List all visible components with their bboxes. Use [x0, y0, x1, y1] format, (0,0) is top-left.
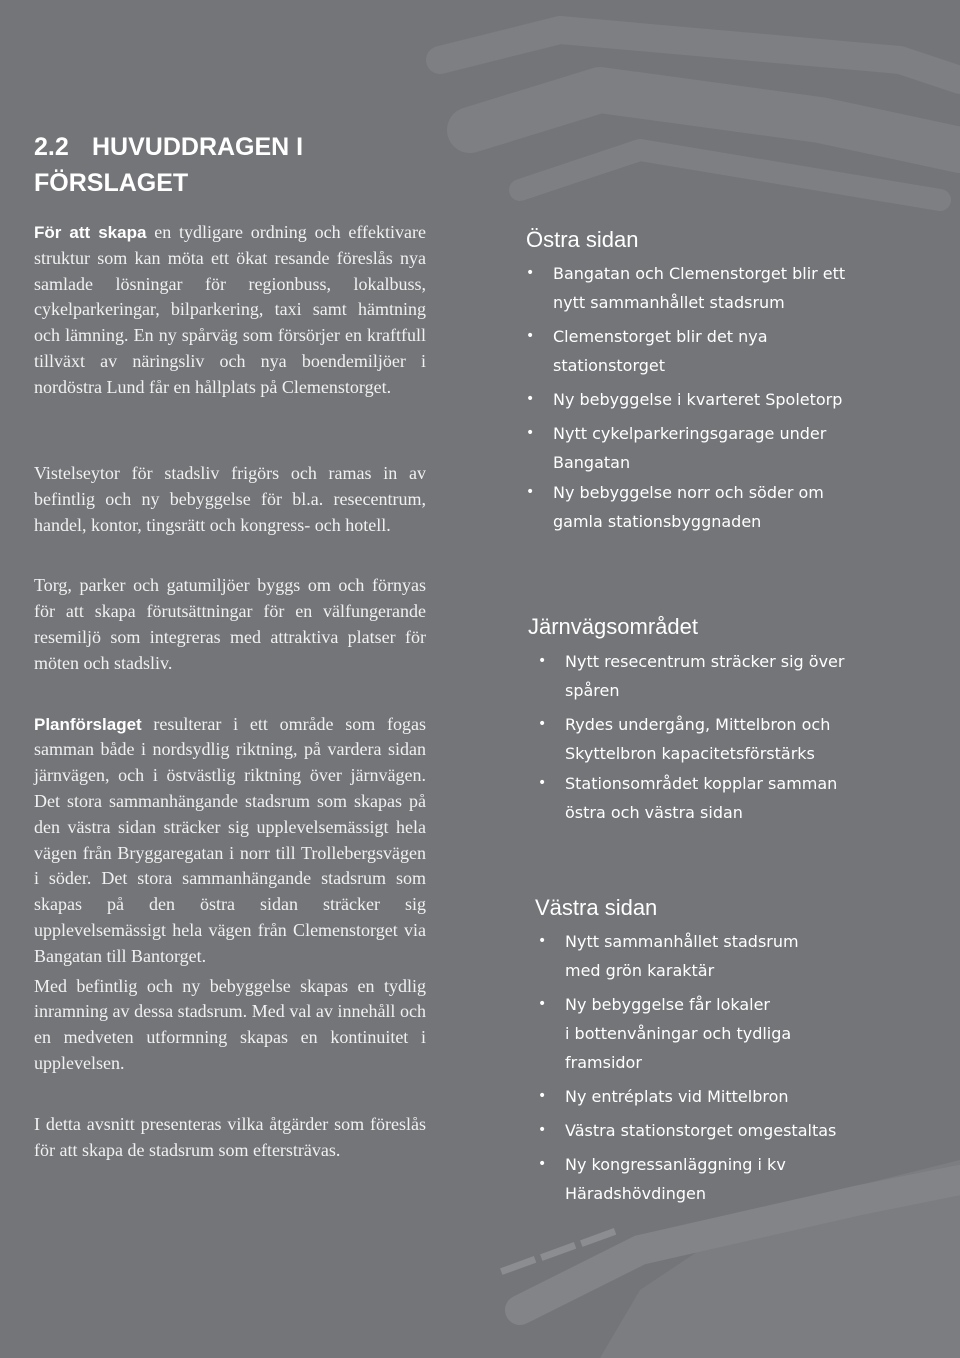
paragraph-intro — [34, 220, 426, 430]
body-text-column — [34, 220, 426, 1163]
bullet-icon: • — [526, 484, 535, 500]
jarnvagsomradet-block — [528, 613, 908, 827]
intro-text: en tydligare ordning och effektivare struktur som kan möta ett ökat resande föreslås nya samlade lösningar för regionbuss, lokalbuss, cykelparkeringar, bilparkering, taxi samt hämtning och lämning. En ny spårväg som försörjer en kraftfull tillväxt av näringsliv och nya boendemiljöer i nordöstra Lund får en hållplats på Clemenstorget. — [34, 222, 426, 397]
vastra-sidan-block — [535, 894, 915, 1208]
bullet-icon: • — [538, 1088, 547, 1104]
list-item: • Nytt sammanhållet stadsrum med grön karaktär — [538, 927, 915, 985]
intro-lead: För att skapa — [34, 223, 147, 242]
jarnvagsomradet-title: Järnvägsområdet — [528, 614, 698, 639]
ostra-sidan-title: Östra sidan — [526, 227, 639, 252]
paragraph-avsnitt: I detta avsnitt presenteras vilka åtgärder som föreslås för att skapa de stadsrum som eftersträvas. — [34, 1113, 426, 1160]
bullet-icon: • — [538, 996, 547, 1012]
bullet-icon: • — [526, 425, 535, 441]
section-title-line1: HUVUDDRAGEN I — [92, 133, 304, 161]
bullet-icon: • — [538, 1156, 547, 1172]
bullet-icon: • — [538, 775, 547, 791]
bullet-icon: • — [538, 933, 547, 949]
list-item: • Ny entréplats vid Mittelbron — [538, 1082, 915, 1111]
section-title-line2: FÖRSLAGET — [34, 169, 189, 197]
planforslaget-lead: Planförslaget — [34, 714, 142, 734]
bullet-icon: • — [526, 265, 535, 281]
list-item: • Bangatan och Clemenstorget blir ett nytt sammanhållet stadsrum — [526, 259, 906, 317]
paragraph-planforslaget — [34, 712, 426, 970]
bullet-icon: • — [538, 1122, 547, 1138]
list-item: • Stationsområdet kopplar samman östra och västra sidan — [538, 769, 908, 827]
bullet-icon: • — [526, 391, 535, 407]
list-item: • Clemenstorget blir det nya stationstorget — [526, 322, 906, 380]
list-item: • Ny bebyggelse i kvarteret Spoletorp — [526, 385, 906, 414]
bullet-icon: • — [538, 653, 547, 669]
section-number: 2.2 — [34, 133, 69, 161]
paragraph-torg: Torg, parker och gatumiljöer byggs om och förnyas för att skapa förutsättningar för en välfungerande resemiljö som integreras med attraktiva platser för möten och stadsliv. — [34, 575, 426, 673]
list-item: • Ny kongressanläggning i kv Häradshövdingen — [538, 1150, 915, 1208]
planforslaget-text: resulterar i ett område som fogas samman både i nordsydlig riktning, på vardera sidan järnvägen, och i östvästlig riktning över järnvägen. Det stora sammanhängande stadsrum som skapas på den västra sidan sträcker sig upplevelsemässigt hela vägen från Bryggaregatan i norr till Trollebergsvägen i söder. Det stora sammanhängande stadsrum som skapas på den östra sidan sträcker sig upplevelsemässigt hela vägen från Clemenstorget via Bangatan till Bantorget. — [34, 713, 426, 966]
ostra-sidan-block — [526, 226, 906, 536]
list-item: • Nytt cykelparkeringsgarage under Bangatan — [526, 419, 906, 477]
vastra-sidan-title: Västra sidan — [535, 895, 658, 920]
list-item: • Västra stationstorget omgestaltas — [538, 1116, 915, 1145]
paragraph-vistelseytor: Vistelseytor för stadsliv frigörs och ramas in av befintlig och ny bebyggelse för bl.a. resecentrum, handel, kontor, tingsrätt och kongress- och hotell. — [34, 463, 426, 535]
bullet-icon: • — [538, 716, 547, 732]
section-heading — [34, 129, 454, 201]
bullet-icon: • — [526, 328, 535, 344]
list-item: • Rydes undergång, Mittelbron och Skyttelbron kapacitetsförstärks — [538, 710, 908, 768]
list-item: • Nytt resecentrum sträcker sig över spåren — [538, 647, 908, 705]
ostra-sidan-list — [526, 259, 906, 536]
list-item: • Ny bebyggelse får lokaler i bottenvåningar och tydliga framsidor — [538, 990, 915, 1077]
list-item: • Ny bebyggelse norr och söder om gamla stationsbyggnaden — [526, 478, 906, 536]
jarnvagsomradet-list — [538, 647, 908, 827]
paragraph-inramning: Med befintlig och ny bebyggelse skapas en tydlig inramning av dessa stadsrum. Med val av innehåll och en medveten utformning skapas en kontinuitet i upplevelsen. — [34, 975, 426, 1073]
vastra-sidan-list — [538, 927, 915, 1208]
